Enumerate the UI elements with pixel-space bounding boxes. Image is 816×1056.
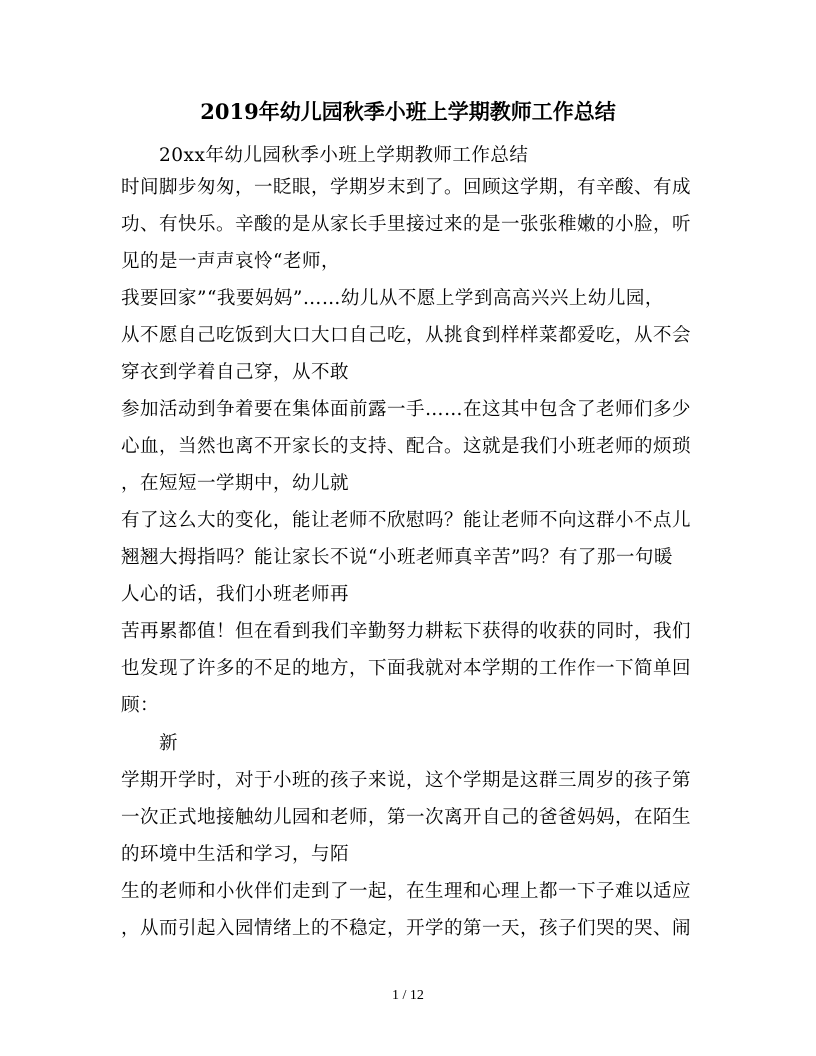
body-line: 的环境中生活和学习，与陌 — [121, 844, 350, 865]
body-line: 穿衣到学着自己穿，从不敢 — [121, 362, 350, 383]
body-line: 苦再累都值！但在看到我们辛勤努力耕耘下获得的收获的同时，我们 — [121, 621, 692, 642]
section-heading: 新 — [159, 733, 179, 754]
subtitle-line: 20xx年幼儿园秋季小班上学期教师工作总结 — [159, 145, 529, 166]
body-line: 参加活动到争着要在集体面前露一手……在这其中包含了老师们多少 — [121, 399, 692, 420]
body-line: 时间脚步匆匆，一眨眼，学期岁末到了。回顾这学期，有辛酸、有成 — [121, 177, 692, 198]
body-line: 一次正式地接触幼儿园和老师，第一次离开自己的爸爸妈妈，在陌生 — [121, 807, 692, 828]
body-line: ，从而引起入园情绪上的不稳定，开学的第一天，孩子们哭的哭、闹 — [121, 918, 692, 939]
body-line: 顾： — [121, 695, 160, 716]
body-line: 生的老师和小伙伴们走到了一起，在生理和心理上都一下子难以适应 — [121, 881, 692, 902]
document-title: 2019年幼儿园秋季小班上学期教师工作总结 — [200, 99, 616, 124]
page-number: 1 / 12 — [392, 988, 424, 1003]
body-line: 翘翘大拇指吗？能让家长不说“小班老师真辛苦”吗？有了那一句暖 — [121, 547, 673, 568]
body-line: 有了这么大的变化，能让老师不欣慰吗？能让老师不向这群小不点儿 — [121, 510, 692, 531]
body-line: 从不愿自己吃饭到大口大口自己吃，从挑食到样样菜都爱吃，从不会 — [121, 325, 692, 346]
body-line: 也发现了许多的不足的地方，下面我就对本学期的工作作一下简单回 — [121, 658, 692, 679]
body-line: 见的是一声声哀怜“老师， — [121, 251, 340, 272]
body-line: 我要回家”“我要妈妈”……幼儿从不愿上学到高高兴兴上幼儿园， — [121, 288, 664, 309]
body-line: ，在短短一学期中，幼儿就 — [121, 473, 350, 494]
body-line: 人心的话，我们小班老师再 — [121, 584, 350, 605]
body-line: 功、有快乐。辛酸的是从家长手里接过来的是一张张稚嫩的小脸，听 — [121, 214, 692, 235]
body-line: 心血，当然也离不开家长的支持、配合。这就是我们小班老师的烦琐 — [121, 436, 692, 457]
body-line: 学期开学时，对于小班的孩子来说，这个学期是这群三周岁的孩子第 — [121, 770, 692, 791]
